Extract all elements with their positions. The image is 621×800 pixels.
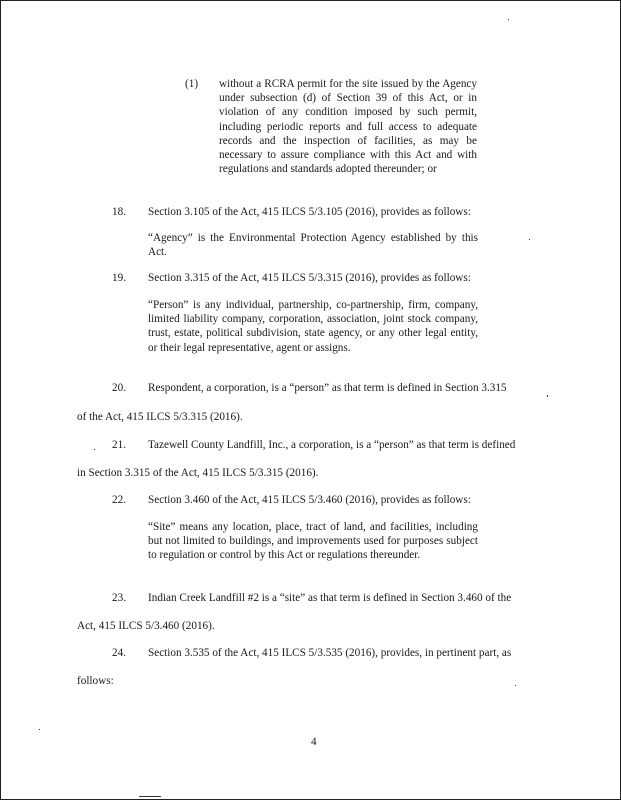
paragraph-21-number: 21.: [112, 439, 126, 451]
scan-speck: [515, 685, 516, 686]
paragraph-23-line2: Act, 415 ILCS 5/3.460 (2016).: [77, 620, 215, 632]
paragraph-19-number: 19.: [112, 272, 126, 284]
paragraph-20-line1: Respondent, a corporation, is a “person” as that term is defined in Section 3.315: [148, 382, 507, 394]
paragraph-22-number: 22.: [112, 494, 126, 506]
subitem-number: (1): [185, 78, 199, 90]
person-definition-quote: “Person” is any individual, partnership, co-partnership, firm, company, limited liability company, corporation, association, joint stock company, trust, estate, political subdivision, state agency, or any other legal entity, or their legal representative, agent or assigns.: [148, 299, 478, 354]
paragraph-21-line1: Tazewell County Landfill, Inc., a corporation, is a “person” as that term is defined: [148, 439, 516, 451]
site-definition-quote: “Site” means any location, place, tract of land, and facilities, including but not limited to buildings, and improvements used for purposes subject to regulation or control by this Act or regulations thereunder.: [148, 521, 478, 562]
agency-definition-quote: “Agency” is the Environmental Protection Agency established by this Act.: [148, 232, 478, 259]
paragraph-23-number: 23.: [112, 592, 126, 604]
paragraph-20-line2: of the Act, 415 ILCS 5/3.315 (2016).: [77, 411, 243, 423]
paragraph-20-number: 20.: [112, 382, 126, 394]
paragraph-24-line1: Section 3.535 of the Act, 415 ILCS 5/3.535 (2016), provides, in pertinent part, as: [148, 647, 512, 659]
page-number: 4: [311, 736, 317, 748]
subitem-text: without a RCRA permit for the site issued by the Agency under subsection (d) of Section 39 of this Act, or in violation of any condition imposed by such permit, including periodic reports and full access to adequate records and the inspection of facilities, as may be necessary to assure compliance with this Act and with regulations and standards adopted thereunder; or: [219, 78, 477, 176]
paragraph-18-number: 18.: [112, 206, 126, 218]
scan-speck: [139, 796, 161, 797]
scan-speck: [547, 395, 548, 397]
paragraph-22-text: Section 3.460 of the Act, 415 ILCS 5/3.460 (2016), provides as follows:: [148, 494, 471, 506]
paragraph-19-text: Section 3.315 of the Act, 415 ILCS 5/3.315 (2016), provides as follows:: [148, 272, 471, 284]
scan-speck: [529, 239, 530, 240]
scan-speck: [94, 449, 95, 450]
scan-speck: [508, 19, 509, 20]
paragraph-24-line2: follows:: [77, 675, 114, 687]
scan-speck: [39, 729, 40, 730]
paragraph-18-text: Section 3.105 of the Act, 415 ILCS 5/3.105 (2016), provides as follows:: [148, 206, 471, 218]
paragraph-23-line1: Indian Creek Landfill #2 is a “site” as that term is defined in Section 3.460 of the: [148, 592, 512, 604]
paragraph-21-line2: in Section 3.315 of the Act, 415 ILCS 5/3.315 (2016).: [77, 467, 319, 479]
paragraph-24-number: 24.: [112, 647, 126, 659]
